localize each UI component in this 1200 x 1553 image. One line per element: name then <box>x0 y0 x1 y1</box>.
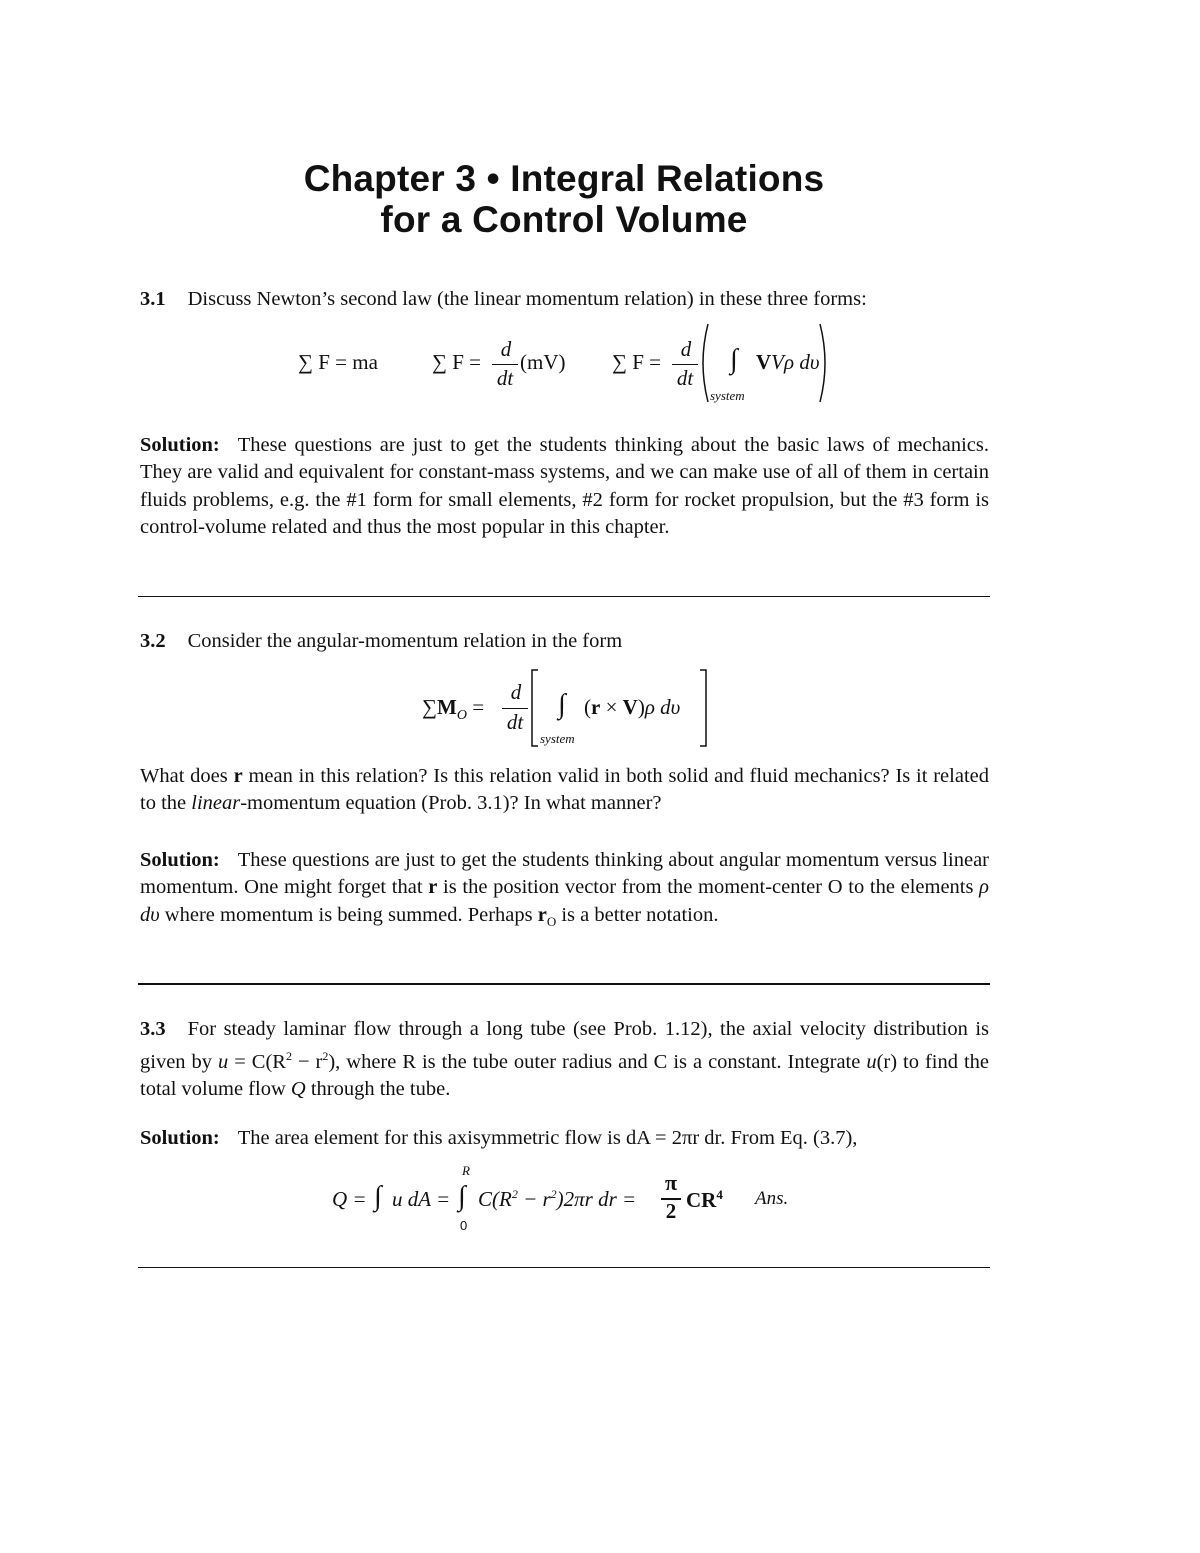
integral-sign: ∫ <box>730 344 738 375</box>
divider <box>138 983 990 985</box>
answer-label: Ans. <box>755 1188 789 1209</box>
chapter-title-line2: for a Control Volume <box>380 199 748 240</box>
fraction-denominator: dt <box>676 366 694 390</box>
two-denominator: 2 <box>665 1199 677 1223</box>
fraction-bar <box>672 364 698 365</box>
integral-sign: ∫ <box>458 1181 466 1212</box>
problem-3-2-solution: Solution: These questions are just to get the students thinking about angular momentum versus linear momentum. One might forget that r is the position vector from the moment-center O to the elements ρ dυ where momentum is being summed. Perhaps $r_O$ is a better notation. <box>140 849 990 929</box>
integral-sign: ∫ <box>374 1181 382 1212</box>
chapter-title-line1: Chapter 3 • Integral Relations <box>303 158 825 199</box>
problem-3-3-statement: 3.3 For steady laminar flow through a long tube (see Prob. 1.12), the axial velocity distribution is given by $u = C(R^2 - r^2)$, where R is the tube outer radius and C is a constant. Integrate u(r) to find the total volume flow Q through the tube. <box>140 1018 990 1101</box>
integrand: $C(R^2 - r^2)2\pi r$ dr = <box>478 1187 637 1211</box>
equation-u-da: u dA = <box>392 1187 451 1211</box>
integral-limit: system <box>710 388 745 403</box>
fraction-denominator: dt <box>506 710 524 734</box>
integral-limit: system <box>540 731 575 746</box>
problem-3-1-statement <box>140 286 989 313</box>
result-cr4: $CR^4$ <box>686 1187 723 1212</box>
problem-3-1-solution <box>140 432 989 541</box>
equation-q-lhs: Q = <box>332 1187 367 1211</box>
equation-f-integral-lhs: ∑ F = <box>612 350 661 374</box>
solution-label: Solution: <box>140 434 220 456</box>
equation-f-ddt-lhs: ∑ F = <box>432 350 481 374</box>
integrand: VVρ dυ <box>756 350 820 374</box>
fraction-bar <box>502 708 528 709</box>
integral-lower-limit: 0 <box>460 1218 468 1233</box>
fraction-numerator: d <box>680 337 692 361</box>
problem-text: Consider the angular-momentum relation in the form <box>187 630 623 652</box>
solution-label: Solution: <box>140 1127 220 1149</box>
solution-text: These questions are just to get the students thinking about the basic laws of mechanics. They are valid and equivalent for constant-mass systems, and we can make use of all of them in certain fluids problems, e.g. the #1 form for small elements, #2 form for rocket propulsion, but the #3 form is control-volume related and thus the most popular in this chapter. <box>140 434 989 538</box>
fraction-numerator: d <box>510 680 522 704</box>
integrand: (r × V)ρ dυ <box>584 695 681 719</box>
fraction-bar <box>492 364 518 365</box>
problem-number: 3.2 <box>140 630 166 652</box>
integral-upper-limit: R <box>462 1163 470 1178</box>
problem-3-2-question: What does r mean in this relation? Is this relation valid in both solid and fluid mechanics? Is it related to the linear-momentum equation (Prob. 3.1)? In what manner? <box>140 765 989 815</box>
divider <box>138 1267 990 1268</box>
divider <box>138 596 990 597</box>
problem-3-3-solution: Solution: The area element for this axisymmetric flow is dA = 2πr dr. From Eq. (3.7), <box>140 1127 858 1149</box>
solution-label: Solution: <box>140 849 220 871</box>
problem-3-2-statement <box>140 628 989 655</box>
equation-mv: (mV) <box>520 350 566 374</box>
fraction-denominator: dt <box>496 366 514 390</box>
problem-number: 3.1 <box>140 288 166 310</box>
problem-number: 3.3 <box>140 1018 166 1040</box>
fraction-numerator: d <box>500 337 512 361</box>
integral-sign: ∫ <box>558 689 566 720</box>
equation-moment-lhs: $\sum M_O$ = <box>422 695 485 724</box>
equation-f-ma: ∑ F = ma <box>298 350 378 374</box>
pi-numerator: π <box>664 1170 678 1195</box>
problem-text: Discuss Newton’s second law (the linear momentum relation) in these three forms: <box>187 288 867 310</box>
